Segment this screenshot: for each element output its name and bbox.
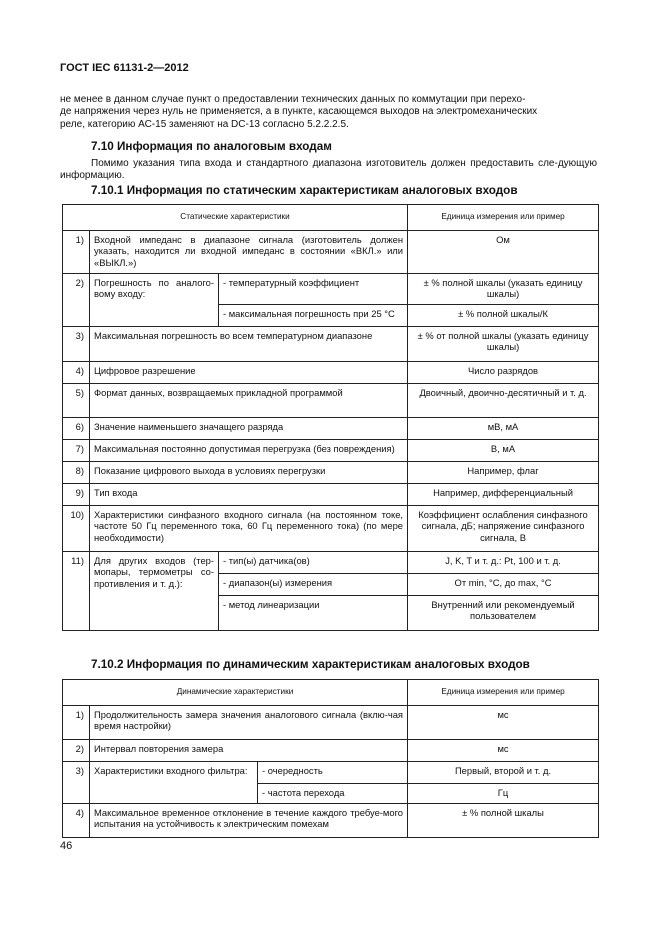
row-unit: Гц bbox=[408, 783, 599, 803]
table-header-row bbox=[63, 680, 599, 706]
row-unit: В, мА bbox=[408, 439, 599, 461]
row-unit: Коэффициент ослабления синфазного сигнала, дБ; напряжение синфазного сигнала, В bbox=[408, 505, 599, 551]
row-unit: Например, дифференциальный bbox=[408, 483, 599, 505]
row-text: Значение наименьшего значащего разряда bbox=[90, 417, 408, 439]
row-text: Интервал повторения замера bbox=[90, 739, 408, 761]
table-row bbox=[63, 230, 599, 273]
row-unit: ± % полной шкалы (указать единицу шкалы) bbox=[408, 273, 599, 304]
row-subtext: - частота перехода bbox=[258, 783, 408, 803]
table-row bbox=[63, 273, 599, 304]
row-number: 2) bbox=[63, 273, 90, 326]
row-number: 10) bbox=[63, 505, 90, 551]
row-number: 6) bbox=[63, 417, 90, 439]
dynamic-characteristics-table bbox=[62, 679, 599, 838]
row-unit: Внутренний или рекомендуемый пользователем bbox=[408, 595, 599, 630]
table-row bbox=[63, 761, 599, 783]
row-subtext: - максимальная погрешность при 25 °С bbox=[219, 304, 408, 326]
row-subtext: - очередность bbox=[258, 761, 408, 783]
row-unit: От min, °С, до max, °С bbox=[408, 573, 599, 595]
table-row bbox=[63, 739, 599, 761]
row-text: Для других входов (тер-мопары, термометры со-противления и т. д.): bbox=[90, 551, 219, 630]
row-unit: ± % полной шкалы/К bbox=[408, 304, 599, 326]
row-subtext: - метод линеаризации bbox=[219, 595, 408, 630]
column-header: Динамические характеристики bbox=[63, 680, 408, 706]
row-unit: Число разрядов bbox=[408, 361, 599, 383]
row-number: 8) bbox=[63, 461, 90, 483]
table-row bbox=[63, 803, 599, 837]
row-number: 2) bbox=[63, 739, 90, 761]
table-row bbox=[63, 383, 599, 417]
intro-paragraph bbox=[60, 94, 597, 131]
static-characteristics-table bbox=[62, 204, 599, 631]
table-row bbox=[63, 483, 599, 505]
row-text: Формат данных, возвращаемых прикладной программой bbox=[90, 383, 408, 417]
table-row bbox=[63, 361, 599, 383]
row-text: Входной импеданс в диапазоне сигнала (изготовитель должен указать, находится ли входной импеданс в состоянии «ВКЛ.» или «ВЫКЛ.») bbox=[90, 230, 408, 273]
section-paragraph-7-10: Помимо указания типа входа и стандартного диапазона изготовитель должен предоставить сле-дующую информацию. bbox=[60, 158, 597, 182]
section-heading-7-10-1: 7.10.1 Информация по статическим характеристикам аналоговых входов bbox=[91, 184, 518, 197]
row-number: 3) bbox=[63, 761, 90, 803]
row-text: Погрешность по аналого-вому входу: bbox=[90, 273, 219, 326]
row-text: Характеристики входного фильтра: bbox=[90, 761, 258, 803]
table-row bbox=[63, 326, 599, 361]
row-number: 4) bbox=[63, 361, 90, 383]
row-unit: мВ, мА bbox=[408, 417, 599, 439]
table-header-row bbox=[63, 205, 599, 231]
column-header: Единица измерения или пример bbox=[408, 680, 599, 706]
page-number: 46 bbox=[60, 840, 73, 852]
table-row bbox=[63, 439, 599, 461]
row-unit: мс bbox=[408, 739, 599, 761]
row-text: Характеристики синфазного входного сигнала (на постоянном токе, частоте 50 Гц переменного тока, 60 Гц переменного тока) (по мере необходимости) bbox=[90, 505, 408, 551]
row-number: 3) bbox=[63, 326, 90, 361]
intro-line: не менее в данном случае пункт о предоставлении технических данных по коммутации при перехо- bbox=[60, 94, 526, 105]
section-heading-7-10: 7.10 Информация по аналоговым входам bbox=[91, 140, 332, 153]
column-header: Статические характеристики bbox=[63, 205, 408, 231]
row-subtext: - тип(ы) датчика(ов) bbox=[219, 551, 408, 573]
row-text: Цифровое разрешение bbox=[90, 361, 408, 383]
row-text: Показание цифрового выхода в условиях перегрузки bbox=[90, 461, 408, 483]
row-unit: ± % полной шкалы bbox=[408, 803, 599, 837]
row-subtext: - температурный коэффициент bbox=[219, 273, 408, 304]
row-text: Максимальная погрешность во всем температурном диапазоне bbox=[90, 326, 408, 361]
row-number: 9) bbox=[63, 483, 90, 505]
row-text: Продолжительность замера значения аналогового сигнала (вклю-чая время настройки) bbox=[90, 705, 408, 739]
table-row bbox=[63, 505, 599, 551]
row-number: 1) bbox=[63, 705, 90, 739]
section-heading-7-10-2: 7.10.2 Информация по динамическим характеристикам аналоговых входов bbox=[91, 658, 530, 671]
table-row bbox=[63, 417, 599, 439]
row-subtext: - диапазон(ы) измерения bbox=[219, 573, 408, 595]
row-unit: мс bbox=[408, 705, 599, 739]
row-unit: Первый, второй и т. д. bbox=[408, 761, 599, 783]
row-text: Тип входа bbox=[90, 483, 408, 505]
column-header: Единица измерения или пример bbox=[408, 205, 599, 231]
intro-line: реле, категорию АС-15 заменяют на DC-13 согласно 5.2.2.2.5. bbox=[60, 118, 349, 130]
row-unit: Ом bbox=[408, 230, 599, 273]
row-number: 11) bbox=[63, 551, 90, 630]
row-unit: ± % от полной шкалы (указать единицу шкалы) bbox=[408, 326, 599, 361]
row-unit: Например, флаг bbox=[408, 461, 599, 483]
row-number: 5) bbox=[63, 383, 90, 417]
row-unit: J, K, T и т. д.: Pt, 100 и т. д. bbox=[408, 551, 599, 573]
table-row bbox=[63, 705, 599, 739]
table-row bbox=[63, 551, 599, 573]
intro-line: де напряжения через нуль не применяется, а в пункте, касающемся выходов на электромеханических bbox=[60, 106, 538, 118]
row-text: Максимальное временное отклонение в течение каждого требуе-мого испытания на устойчивость к электрическим помехам bbox=[90, 803, 408, 837]
row-number: 7) bbox=[63, 439, 90, 461]
row-number: 1) bbox=[63, 230, 90, 273]
page-header: ГОСТ IEC 61131-2—2012 bbox=[60, 62, 189, 74]
row-text: Максимальная постоянно допустимая перегрузка (без повреждения) bbox=[90, 439, 408, 461]
row-unit: Двоичный, двоично-десятичный и т. д. bbox=[408, 383, 599, 417]
table-row bbox=[63, 461, 599, 483]
row-number: 4) bbox=[63, 803, 90, 837]
